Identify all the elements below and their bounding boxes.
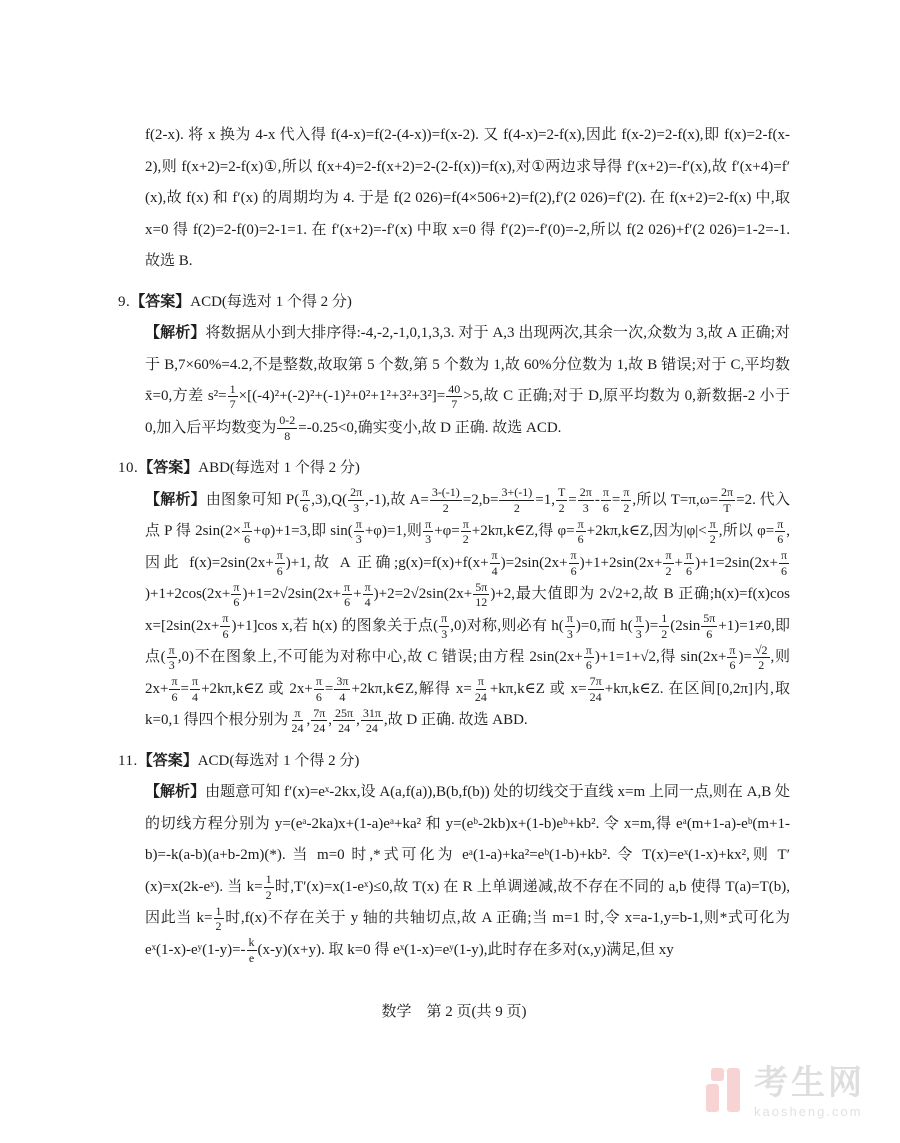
logo-block bbox=[727, 1068, 740, 1112]
answer-text: ABD(每选对 1 个得 2 分) bbox=[198, 460, 360, 476]
question-number: 10. bbox=[118, 460, 139, 476]
answer-text: ACD(每选对 1 个得 2 分) bbox=[197, 752, 360, 769]
question-number: 9. bbox=[118, 293, 131, 310]
question-11-block bbox=[118, 746, 790, 967]
answer-text: ACD(每选对 1 个得 2 分) bbox=[190, 293, 352, 310]
question-number: 11. bbox=[118, 752, 138, 769]
answer-line bbox=[118, 746, 790, 778]
answer-label: 【答案】 bbox=[137, 752, 198, 769]
watermark-site-name: 考生网 bbox=[754, 1064, 865, 1102]
analysis-label: 【解析】 bbox=[145, 325, 206, 341]
answer-line bbox=[118, 287, 790, 319]
answer-label: 【答案】 bbox=[130, 293, 191, 310]
answer-label: 【答案】 bbox=[138, 460, 199, 476]
page-footer bbox=[118, 1000, 790, 1021]
watermark-site-domain: kaosheng.com bbox=[754, 1103, 863, 1119]
analysis-paragraph bbox=[118, 485, 790, 737]
analysis-paragraph bbox=[118, 777, 790, 966]
logo-block bbox=[706, 1084, 719, 1112]
analysis-text: 由题意可知 f′(x)=eˣ-2kx,设 A(a,f(a)),B(b,f(b)) 处的切线交于直线 x=m 上同一点,则在 A,B 处的切线方程分别为 y=(eᵃ-2ka)x+(1-a)eᵃ+ka² 和 y=(eᵇ-2kb)x+(1-b)eᵇ+kb². 令 x=m,得 eᵃ(m+1-a)-eᵇ(m+1-b)=-k(a-b)(a+b-2m)(*). 当 m=0 时,*式可化为 eᵃ(1-a)+ka²=eᵇ(1-b)+kb². 令 T(x)=eˣ(1-x)+kx²,则 T′(x)=x(2k-eˣ). 当 k= $\frac{1}{2}$ 时,T′(x)=x(1-eˣ)≤0,故 T(x) 在 R 上单调递减,故不存在不同的 a,b 使得 T(a)=T(b),因此当 k= $\frac{1}{2}$ 时,f(x)不存在关于 y 轴的共轴切点,故 A 正确;当 m=1 时,令 x=a-1,y=b-1,则*式可化为 eˣ(1-x)-eʸ(1-y)=- $\frac{k}{e}$ (x-y)(x+y). 取 k=0 得 eˣ(1-x)=eʸ(1-y),此时存在多对(x,y)满足,但 xy bbox=[145, 784, 790, 965]
answer-line bbox=[118, 453, 790, 485]
analysis-label: 【解析】 bbox=[145, 491, 206, 508]
question-10-block bbox=[118, 453, 790, 737]
kaosheng-logo-icon bbox=[706, 1066, 742, 1116]
answer-sheet-content bbox=[118, 120, 790, 966]
question-9-block bbox=[118, 287, 790, 445]
page-footer-text: 数学 第 2 页(共 9 页) bbox=[381, 1004, 527, 1020]
solution-continuation-paragraph: f(2-x). 将 x 换为 4-x 代入得 f(4-x)=f(2-(4-x))=f(x-2). 又 f(4-x)=2-f(x),因此 f(x-2)=2-f(x),即 f(x)=2-f(x-2),则 f(x+2)=2-f(x)①,所以 f(x+4)=2-f(x+2)=2-(2-f(x))=f(x),对①两边求导得 f′(x+2)=-f′(x),故 f′(x+4)=f′(x),故 f(x) 和 f′(x) 的周期均为 4. 于是 f(2 026)=f(4×506+2)=f(2),f′(2 026)=f′(2). 在 f(x+2)=2-f(x) 中,取 x=0 得 f(2)=2-f(0)=2-1=1. 在 f′(x+2)=-f′(x) 中取 x=0 得 f′(2)=-f′(0)=-2,所以 f(2 026)+f′(2 026)=1-2=-1. 故选 B. bbox=[145, 127, 790, 269]
analysis-text: 由图象可知 P( $\frac{\pi}{6}$ ,3),Q( $\frac{2\pi}{3}$ ,-1),故 A= $\frac{3-(-1)}{2}$ =2,b= $\frac{3+(-1)}{2}$ =1, $\frac{T}{2}$ = $\frac{2\pi}{3}$ - $\frac{\pi}{6}$ = $\frac{\pi}{2}$ ,所以 T=π,ω= $\frac{2\pi}{T}$ =2. 代入点 P 得 2sin(2× $\frac{\pi}{6}$ +φ)+1=3,即 sin( $\frac{\pi}{3}$ +φ)=1,则 $\frac{\pi}{3}$ +φ= $\frac{\pi}{2}$ +2kπ,k∈Z,得 φ= $\frac{\pi}{6}$ +2kπ,k∈Z,因为|φ|< $\frac{\pi}{2}$ ,所以 φ= $\frac{\pi}{6}$ ,因此 f(x)=2sin(2x+ $\frac{\pi}{6}$ )+1,故 A 正确;g(x)=f(x)+f(x+ $\frac{\pi}{4}$ )=2sin(2x+ $\frac{\pi}{6}$ )+1+2sin(2x+ $\frac{\pi}{2}$ + $\frac{\pi}{6}$ )+1=2sin(2x+ $\frac{\pi}{6}$ )+1+2cos(2x+ $\frac{\pi}{6}$ )+1=2√2sin(2x+ $\frac{\pi}{6}$ + $\frac{\pi}{4}$ )+2=2√2sin(2x+ $\frac{5\pi}{12}$ )+2,最大值即为 2√2+2,故 B 正确;h(x)=f(x)cos x=[2sin(2x+ $\frac{\pi}{6}$ )+1]cos x,若 h(x) 的图象关于点( $\frac{\pi}{3}$ ,0)对称,则必有 h( $\frac{\pi}{3}$ )=0,而 h( $\frac{\pi}{3}$ )= $\frac{1}{2}$ (2sin $\frac{5\pi}{6}$ +1)=1≠0,即点( $\frac{\pi}{3}$ ,0)不在图象上,不可能为对称中心,故 C 错误;由方程 2sin(2x+ $\frac{\pi}{6}$ )+1=1+√2,得 sin(2x+ $\frac{\pi}{6}$ )= $\frac{√2}{2}$ ,则 2x+ $\frac{\pi}{6}$ = $\frac{\pi}{4}$ +2kπ,k∈Z 或 2x+ $\frac{\pi}{6}$ = $\frac{3\pi}{4}$ +2kπ,k∈Z,解得 x= $\frac{\pi}{24}$ +kπ,k∈Z 或 x= $\frac{7\pi}{24}$ +kπ,k∈Z. 在区间[0,2π]内,取 k=0,1 得四个根分别为 $\frac{\pi}{24}$ , $\frac{7\pi}{24}$ , $\frac{25\pi}{24}$ , $\frac{31\pi}{24}$ ,故 D 正确. 故选 ABD. bbox=[145, 485, 791, 736]
analysis-text: 将数据从小到大排序得:-4,-2,-1,0,1,3,3. 对于 A,3 出现两次,其余一次,众数为 3,故 A 正确;对于 B,7×60%=4.2,不是整数,故取第 5 个数,第 5 个数为 1,故 60%分位数为 1,故 B 错误;对于 C,平均数 x̄=0,方差 s²= $\frac{1}{7}$ ×[(-4)²+(-2)²+(-1)²+0²+1²+3²+3²]= $\frac{40}{7}$ >5,故 C 正确;对于 D,原平均数为 0,新数据-2 小于 0,加入后平均数变为 $\frac{0-2}{8}$ =-0.25<0,确实变小,故 D 正确. 故选 ACD. bbox=[145, 325, 790, 443]
watermark-text bbox=[754, 1066, 865, 1119]
analysis-paragraph bbox=[118, 318, 790, 444]
kaosheng-watermark bbox=[706, 1066, 865, 1119]
analysis-label: 【解析】 bbox=[145, 784, 206, 800]
logo-block bbox=[711, 1068, 724, 1081]
